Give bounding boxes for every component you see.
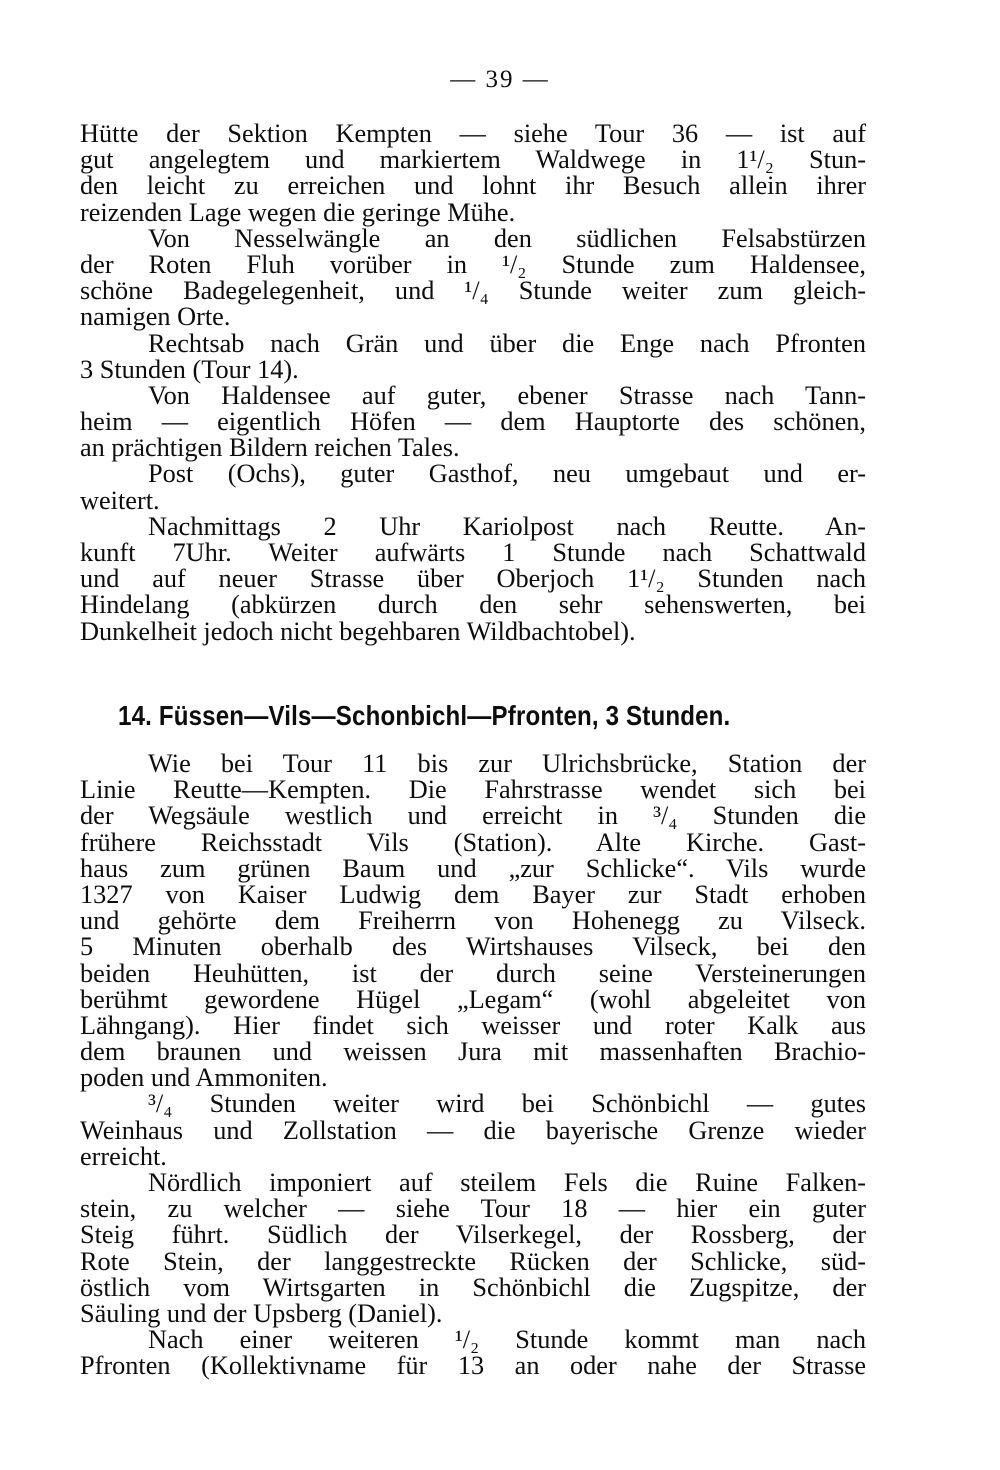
text-line: poden und Ammoniten. <box>80 1063 328 1093</box>
text-line: Rote Stein, der langgestreckte Rücken der Schlicke, süd- <box>80 1246 866 1276</box>
section-heading-tour-14: 14. Füssen—Vils—Schonbichl—Pfronten, 3 Stunden. <box>118 700 731 731</box>
text-line: und gehörte dem Freiherrn von Hohenegg zu Vilseck. <box>80 906 866 936</box>
text-line: Von Nesselwängle an den südlichen Felsabstürzen <box>148 223 866 253</box>
text-line: der Roten Fluh vorüber in ¹/₂ Stunde zum Haldensee, <box>80 249 866 279</box>
text-line: haus zum grünen Baum und „zur Schlicke“. Vils wurde <box>80 853 866 883</box>
text-line: Weinhaus und Zollstation — die bayerische Grenze wieder <box>80 1115 866 1145</box>
text-line: stein, zu welcher — siehe Tour 18 — hier ein guter <box>80 1194 866 1224</box>
page-number: — 39 — <box>450 66 550 93</box>
text-line: 3 Stunden (Tour 14). <box>80 354 299 384</box>
text-line: gut angelegtem und markiertem Waldwege in 1¹/₂ Stun- <box>80 145 866 175</box>
text-line: berühmt gewordene Hügel „Legam“ (wohl abgeleitet von <box>80 984 866 1014</box>
text-line: Pfronten (Kollektivname für 13 an oder nahe der Strasse <box>80 1351 866 1381</box>
text-line: Nach einer weiteren ¹/₂ Stunde kommt man nach <box>148 1325 866 1355</box>
text-line: Hindelang (abkürzen durch den sehr sehenswerten, bei <box>80 590 866 620</box>
text-line: Wie bei Tour 11 bis zur Ulrichsbrücke, Station der <box>148 749 866 778</box>
text-line: Steig führt. Südlich der Vilserkegel, der Rossberg, der <box>80 1220 866 1250</box>
section-text-tour-14 <box>80 751 866 1380</box>
text-line: Von Haldensee auf guter, ebener Strasse nach Tann- <box>148 380 866 410</box>
text-line: heim — eigentlich Höfen — dem Hauptorte des schönen, <box>80 407 866 437</box>
text-line: dem braunen und weissen Jura mit massenhaften Brachio- <box>80 1037 866 1067</box>
text-line: 1327 von Kaiser Ludwig dem Bayer zur Stadt erhoben <box>80 879 866 909</box>
text-line: den leicht zu erreichen und lohnt ihr Besuch allein ihrer <box>80 171 866 201</box>
section-text-tour-13 <box>80 121 866 645</box>
text-line: Dunkelheit jedoch nicht begehbaren Wildbachtobel). <box>80 616 636 646</box>
text-line: frühere Reichsstadt Vils (Station). Alte Kirche. Gast- <box>80 827 866 857</box>
text-line: schöne Badegelegenheit, und ¹/₄ Stunde weiter zum gleich- <box>80 276 866 306</box>
text-line: erreicht. <box>80 1141 167 1171</box>
text-line: beiden Heuhütten, ist der durch seine Versteinerungen <box>80 958 866 988</box>
text-line: Post (Ochs), guter Gasthof, neu umgebaut und er- <box>148 459 866 489</box>
text-line: kunft 7Uhr. Weiter aufwärts 1 Stunde nach Schattwald <box>80 538 866 567</box>
text-line: Lähngang). Hier findet sich weisser und roter Kalk aus <box>80 1010 866 1040</box>
text-line: an prächtigen Bildern reichen Tales. <box>80 433 460 463</box>
text-line: Säuling und der Upsberg (Daniel). <box>80 1298 443 1328</box>
text-line: und auf neuer Strasse über Oberjoch 1¹/₂ Stunden nach <box>80 564 866 594</box>
text-line: Nördlich imponiert auf steilem Fels die Ruine Falken- <box>148 1168 866 1197</box>
text-line: 5 Minuten oberhalb des Wirtshauses Vilseck, bei den <box>80 932 866 962</box>
text-line: östlich vom Wirtsgarten in Schönbichl die Zugspitze, der <box>80 1272 866 1302</box>
text-line: ³/₄ Stunden weiter wird bei Schönbichl — gutes <box>148 1089 866 1119</box>
text-line: Nachmittags 2 Uhr Kariolpost nach Reutte. An- <box>148 511 866 541</box>
text-line: Rechtsab nach Grän und über die Enge nach Pfronten <box>148 328 866 358</box>
text-line: der Wegsäule westlich und erreicht in ³/₄ Stunden die <box>80 801 866 831</box>
text-line: Linie Reutte—Kempten. Die Fahrstrasse wendet sich bei <box>80 775 866 805</box>
text-line: weitert. <box>80 485 160 515</box>
text-line: reizenden Lage wegen die geringe Mühe. <box>80 197 516 227</box>
text-line: Hütte der Sektion Kempten — siehe Tour 36 — ist auf <box>80 119 866 148</box>
text-line: namigen Orte. <box>80 302 231 332</box>
